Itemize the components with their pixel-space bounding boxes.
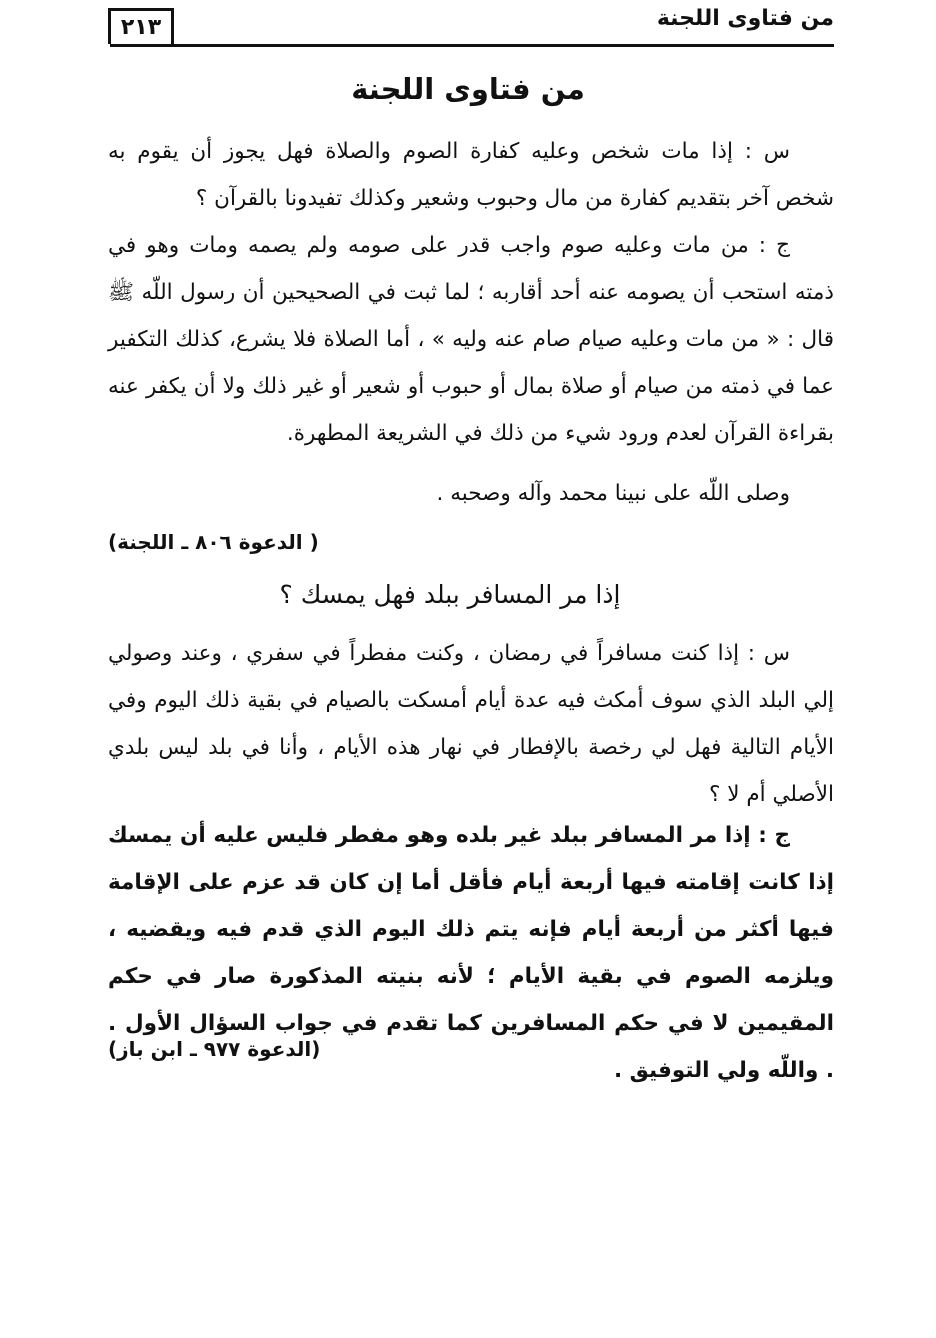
fatwa1-question: س : إذا مات شخص وعليه كفارة الصوم والصلاة فهل يجوز أن يقوم به شخص آخر بتقديم كفارة من مال وحبوب وشعير وكذلك تفيدونا بالقرآن ؟ (108, 139, 834, 211)
header-rule (110, 44, 834, 47)
fatwa1-answer: ج : من مات وعليه صوم واجب قدر على صومه ولم يصمه ومات وهو في ذمته استحب أن يصومه عنه أحد أقاربه ؛ لما ثبت في الصحيحين أن رسول اللّه ﷺ قال : « من مات وعليه صيام صام عنه وليه » ، أما الصلاة فلا يشرع، كذلك التكفير عما في ذمته من صيام أو صلاة بمال أو حبوب أو شعير أو غير ذلك ولا أن يكفر عنه بقراءة القرآن لعدم ورود شيء من ذلك في الشريعة المطهرة. (108, 233, 834, 446)
fatwa1-closing: وصلى اللّه على نبينا محمد وآله وصحبه . (436, 481, 790, 506)
running-head: من فتاوى اللجنة (656, 6, 834, 31)
fatwa2-question: س : إذا كنت مسافراً في رمضان ، وكنت مفطراً في سفري ، وعند وصولي إلي البلد الذي سوف أمكث فيه عدة أيام أمسكت بالصيام في بقية ذلك اليوم وفي الأيام التالية فهل لي رخصة بالإفطار في نهار هذه الأيام ، وأنا في بلد ليس بلدي الأصلي أم لا ؟ (108, 641, 834, 807)
fatwa2-answer: ج : إذا مر المسافر ببلد غير بلده وهو مفطر فليس عليه أن يمسك إذا كانت إقامته فيها أربعة أيام فأقل أما إن كان قد عزم على الإقامة فيها أكثر من أربعة أيام فإنه يتم ذلك اليوم الذي قدم فيه ويقضيه ، ويلزمه الصوم في بقية الأيام ؛ لأنه بنيته المذكورة صار في حكم المقيمين لا في حكم المسافرين كما تقدم في جواب السؤال الأول . . واللّه ولي التوفيق . (108, 823, 834, 1083)
section-title: من فتاوى اللجنة (351, 72, 585, 106)
fatwa2-source: (الدعوة ٩٧٧ ـ ابن باز) (108, 1037, 321, 1061)
fatwa2-title: إذا مر المسافر ببلد فهل يمسك ؟ (279, 580, 621, 609)
page-number: ٢١٣ (120, 15, 162, 40)
page-number-box (108, 8, 174, 44)
fatwa1-source: ( الدعوة ٨٠٦ ـ اللجنة) (108, 530, 319, 554)
